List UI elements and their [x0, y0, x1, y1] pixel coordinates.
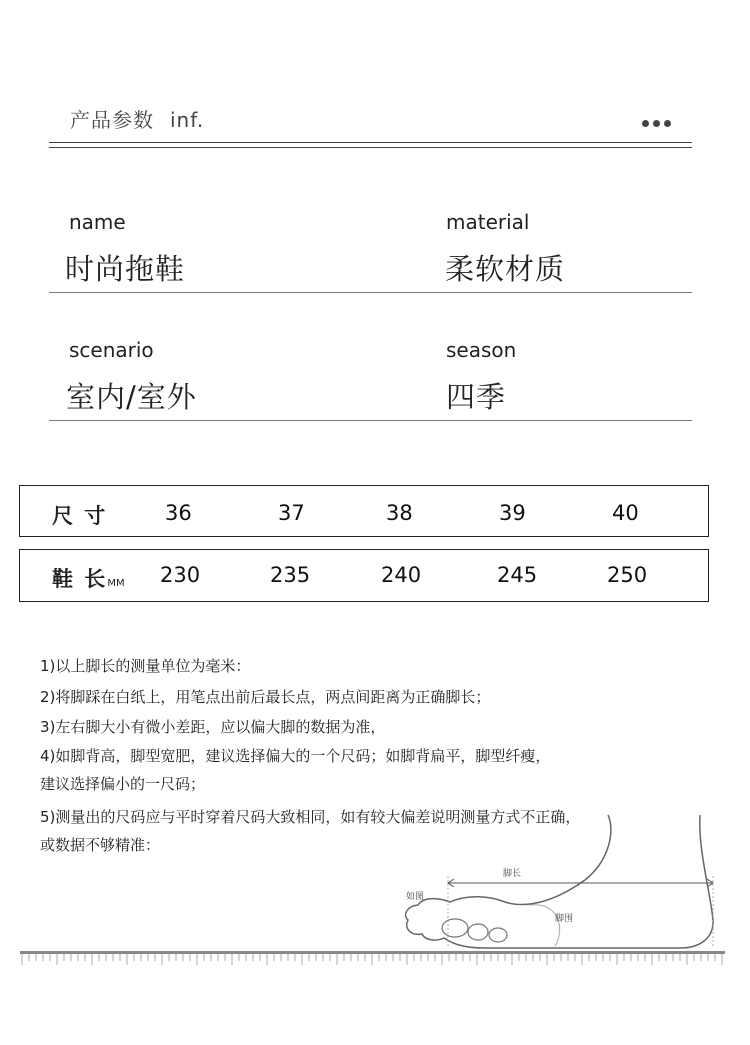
note-line: 1)以上脚长的测量单位为毫米： — [40, 657, 251, 675]
foot-diagram — [380, 810, 725, 955]
page-title-suffix: inf. — [170, 108, 205, 132]
size-cell: 36 — [165, 501, 192, 525]
length-unit: MM — [107, 578, 125, 589]
length-row-label-text: 鞋 长 — [52, 567, 108, 591]
note-line: 4)如脚背高，脚型宽肥，建议选择偏大的一个尺码；如脚背扁平，脚型纤瘦， — [40, 747, 551, 765]
param-divider-2 — [49, 420, 692, 421]
toe-shape — [489, 928, 507, 942]
ruler-bar — [20, 951, 725, 954]
ruler — [20, 951, 725, 965]
page-title — [70, 104, 204, 133]
header-rule-top — [49, 142, 692, 143]
note-line: 3)左右脚大小有微小差距，应以偏大脚的数据为准， — [40, 718, 386, 736]
toe-shape — [468, 924, 488, 940]
foot-girth-label: 脚围 — [555, 914, 574, 924]
param-value-season: 四季 — [446, 380, 507, 414]
ruler-ticks — [22, 954, 722, 965]
page-title-text: 产品参数 — [70, 108, 154, 132]
size-cell: 39 — [499, 501, 526, 525]
more-icon[interactable] — [642, 120, 671, 127]
length-cell: 250 — [607, 563, 648, 587]
foot-length-label: 脚长 — [503, 869, 522, 879]
param-divider-1 — [49, 292, 692, 293]
length-row-label — [52, 563, 125, 593]
param-label-name: name — [69, 210, 126, 234]
girth-note-label: 如图 — [406, 892, 425, 902]
size-cell: 38 — [386, 501, 413, 525]
girth-curve — [530, 905, 560, 946]
size-row-label: 尺 寸 — [52, 504, 108, 528]
note-line: 或数据不够精准： — [40, 836, 161, 854]
param-value-material: 柔软材质 — [445, 252, 566, 286]
size-cell: 40 — [612, 501, 639, 525]
length-cell: 235 — [270, 563, 311, 587]
length-cell: 245 — [497, 563, 538, 587]
param-label-material: material — [446, 210, 530, 234]
size-cell: 37 — [278, 501, 305, 525]
param-label-scenario: scenario — [69, 338, 154, 362]
param-value-scenario: 室内/室外 — [66, 380, 197, 414]
header-rule-bottom — [49, 147, 692, 148]
length-cell: 230 — [160, 563, 201, 587]
note-line: 建议选择偏小的一尺码； — [40, 775, 206, 793]
toe-shape — [442, 919, 468, 937]
param-label-season: season — [446, 338, 517, 362]
param-value-name: 时尚拖鞋 — [65, 252, 186, 286]
note-line: 5)测量出的尺码应与平时穿着尺码大致相同，如有较大偏差说明测量方式不正确， — [40, 808, 581, 826]
size-row — [19, 485, 709, 537]
note-line: 2)将脚踩在白纸上，用笔点出前后最长点，两点间距离为正确脚长； — [40, 688, 491, 706]
length-cell: 240 — [381, 563, 422, 587]
